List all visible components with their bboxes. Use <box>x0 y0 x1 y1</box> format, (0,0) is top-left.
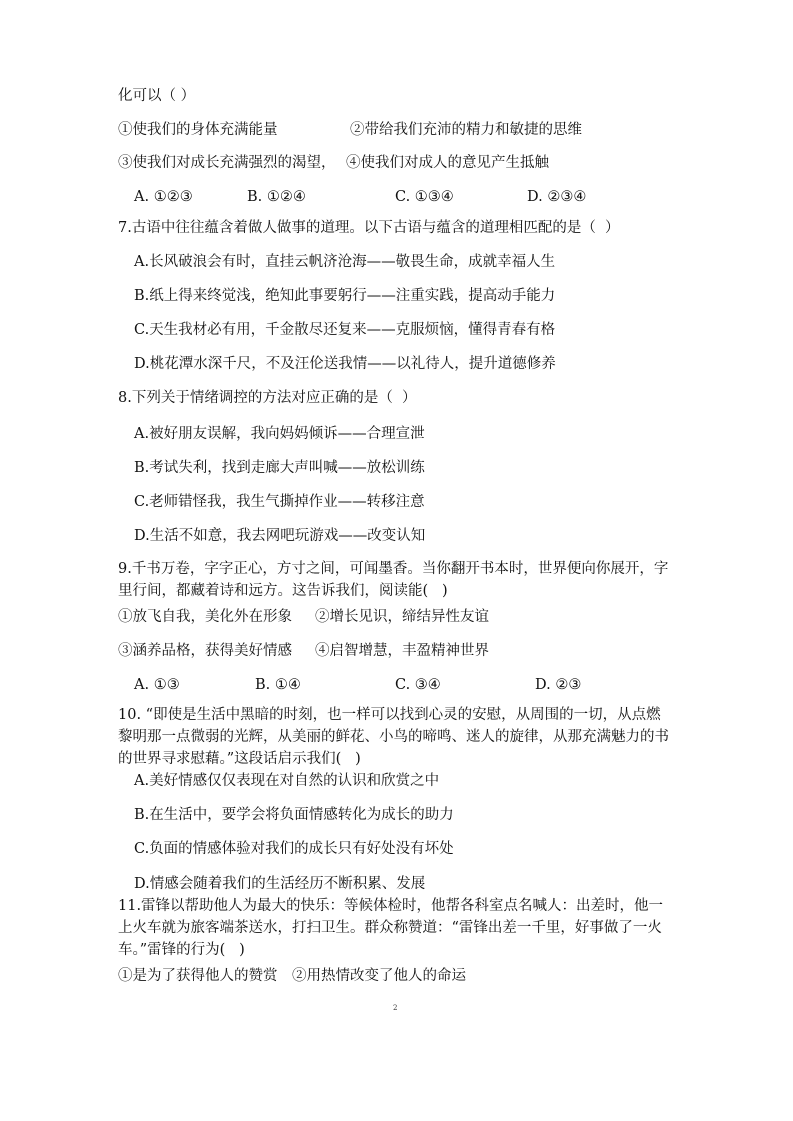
q10-option-c: C.负面的情感体验对我们的成长只有好处没有坏处 <box>134 841 454 857</box>
q9-stem-line-2: 里行间，都藏着诗和远方。这告诉我们，阅读能( ) <box>118 583 448 599</box>
q8-option-d: D.生活不如意，我去网吧玩游戏——改变认知 <box>134 528 426 544</box>
q8-option-a: A.被好朋友误解，我向妈妈倾诉——合理宣泄 <box>134 426 425 442</box>
q6-option-a: A. ①②③ <box>134 189 193 205</box>
q9-option-a: A. ①③ <box>134 677 180 693</box>
q10-stem-line-1: 10. “即使是生活中黑暗的时刻，也一样可以找到心灵的安慰，从周围的一切，从点燃 <box>118 707 661 723</box>
q11-statement-1: ①是为了获得他人的赞赏 <box>118 968 278 984</box>
q7-option-a: A.长风破浪会有时，直挂云帆济沧海——敬畏生命，成就幸福人生 <box>134 254 556 270</box>
q6-statement-2: ②带给我们充沛的精力和敏捷的思维 <box>350 122 582 138</box>
q7-option-d: D.桃花潭水深千尺，不及汪伦送我情——以礼待人，提升道德修养 <box>134 356 556 372</box>
q10-option-b: B.在生活中，要学会将负面情感转化为成长的助力 <box>134 807 454 823</box>
q9-statement-4: ④启智增慧，丰盈精神世界 <box>315 643 489 659</box>
q6-statement-3: ③使我们对成长充满强烈的渴望， <box>118 155 336 171</box>
q6-statement-4: ④使我们对成人的意见产生抵触 <box>346 155 549 171</box>
q9-statement-3: ③涵养品格，获得美好情感 <box>118 643 292 659</box>
q9-statement-2: ②增长见识，缔结异性友谊 <box>315 609 489 625</box>
q7-option-c: C.天生我材必有用，千金散尽还复来——克服烦恼，懂得青春有格 <box>134 322 556 338</box>
q8-option-c: C.老师错怪我，我生气撕掉作业——转移注意 <box>134 494 425 510</box>
q7-stem: 7.古语中往往蕴含着做人做事的道理。以下古语与蕴含的道理相匹配的是（ ） <box>118 220 620 236</box>
q6-option-d: D. ②③④ <box>527 189 587 205</box>
q8-stem: 8.下列关于情绪调控的方法对应正确的是（ ） <box>118 390 417 406</box>
q9-stem-line-1: 9.千书万卷，字字正心，方寸之间，可闻墨香。当你翻开书本时，世界便向你展开，字 <box>118 561 669 577</box>
q10-option-d: D.情感会随着我们的生活经历不断积累、发展 <box>134 876 426 892</box>
q11-stem-line-1: 11.雷锋以帮助他人为最大的快乐：等候体检时，他帮各科室点名喊人：出差时，他一 <box>118 898 664 914</box>
q6-option-c: C. ①③④ <box>395 189 454 205</box>
q10-stem-line-3: 的世界寻求慰藉。”这段话启示我们( ) <box>118 751 361 767</box>
q8-option-b: B.考试失利，找到走廊大声叫喊——放松训练 <box>134 460 425 476</box>
q9-option-c: C. ③④ <box>395 677 441 693</box>
q10-stem-line-2: 黎明那一点微弱的光辉，从美丽的鲜花、小鸟的啼鸣、迷人的旋律，从那充满魅力的书 <box>118 729 669 745</box>
q11-statement-2: ②用热情改变了他人的命运 <box>292 968 466 984</box>
q6-statement-1: ①使我们的身体充满能量 <box>118 122 278 138</box>
q6-option-b: B. ①②④ <box>247 189 306 205</box>
q9-option-d: D. ②③ <box>535 677 582 693</box>
q9-statement-1: ①放飞自我，美化外在形象 <box>118 609 292 625</box>
q11-stem-line-2: 上火车就为旅客端茶送水，打扫卫生。群众称赞道：“雷锋出差一千里，好事做了一火 <box>118 920 662 936</box>
q6-stem-continuation: 化可以（ ） <box>118 88 196 104</box>
q9-option-b: B. ①④ <box>255 677 301 693</box>
q11-stem-line-3: 车。”雷锋的行为( ) <box>118 942 245 958</box>
page-number: 2 <box>393 1004 398 1012</box>
q10-option-a: A.美好情感仅仅表现在对自然的认识和欣赏之中 <box>134 773 440 789</box>
q7-option-b: B.纸上得来终觉浅，绝知此事要躬行——注重实践，提高动手能力 <box>134 288 556 304</box>
